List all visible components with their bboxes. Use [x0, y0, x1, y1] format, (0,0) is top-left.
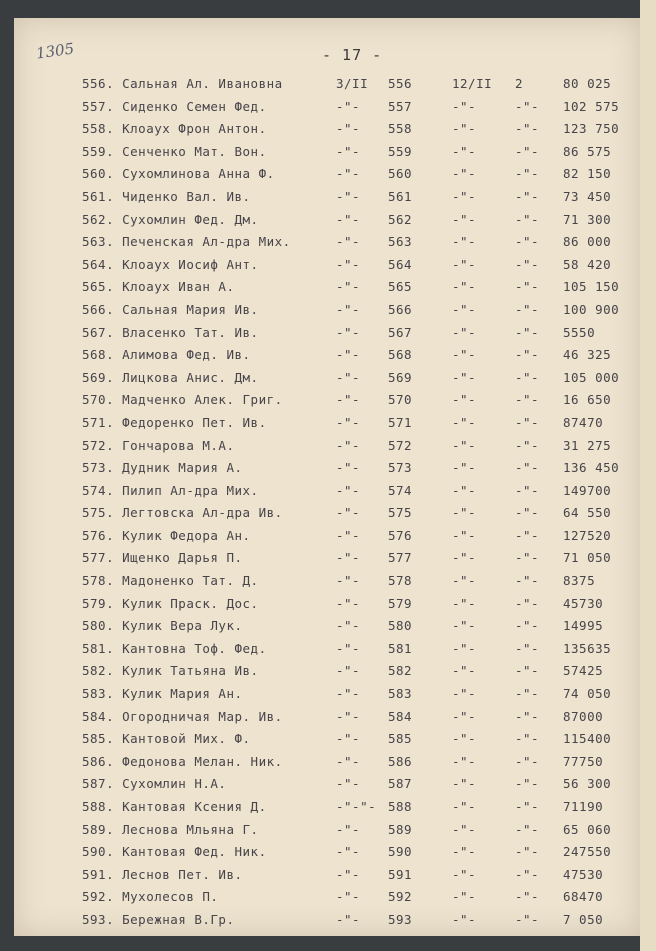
record-date-2: -"-	[452, 98, 477, 114]
record-date: -"-	[336, 844, 361, 860]
record-name: 592. Мухолесов П.	[82, 889, 219, 905]
record-name: 581. Кантовна Тоф. Фед.	[82, 640, 267, 656]
record-quantity: -"-	[515, 414, 540, 430]
record-date: 3/II	[336, 76, 369, 91]
record-date-2: -"-	[452, 121, 477, 137]
record-quantity: -"-	[515, 550, 540, 566]
table-row	[0, 257, 656, 280]
record-number: 570	[388, 392, 413, 408]
record-date-2: -"-	[452, 573, 477, 589]
record-sum: 136 450	[563, 460, 620, 476]
record-date: -"-"-	[336, 799, 377, 814]
record-date-2: -"-	[452, 211, 477, 227]
record-sum: 127520	[563, 527, 612, 543]
record-name: 591. Леснов Пет. Ив.	[82, 866, 243, 882]
table-row	[0, 731, 656, 754]
record-sum: 31 275	[563, 437, 612, 453]
record-date-2: -"-	[452, 188, 477, 204]
record-quantity: 2	[515, 76, 524, 91]
record-name: 579. Кулик Праск. Дос.	[82, 595, 259, 611]
record-name: 575. Легтовска Ал-дра Ив.	[82, 505, 283, 521]
record-date-2: -"-	[452, 821, 477, 837]
record-number: 558	[388, 121, 413, 137]
record-name: 584. Огородничая Мар. Ив.	[82, 708, 283, 724]
record-sum: 58 420	[563, 256, 612, 272]
record-date-2: -"-	[452, 347, 477, 363]
record-quantity: -"-	[515, 482, 540, 498]
record-date: -"-	[336, 234, 361, 250]
record-sum: 56 300	[563, 776, 612, 792]
record-sum: 64 550	[563, 505, 612, 521]
record-sum: 87470	[563, 414, 604, 430]
record-date-2: -"-	[452, 708, 477, 724]
record-number: 562	[388, 211, 413, 227]
records-table	[0, 76, 656, 935]
record-date: -"-	[336, 392, 361, 408]
record-quantity: -"-	[515, 708, 540, 724]
record-number: 587	[388, 776, 413, 792]
record-sum: 82 150	[563, 166, 612, 182]
record-date-2: -"-	[452, 166, 477, 182]
record-date-2: -"-	[452, 369, 477, 385]
record-date: -"-	[336, 640, 361, 656]
record-sum: 86 000	[563, 234, 612, 250]
record-date: -"-	[336, 347, 361, 363]
record-sum: 123 750	[563, 121, 620, 137]
record-sum: 68470	[563, 889, 604, 905]
record-date-2: -"-	[452, 392, 477, 408]
record-number: 576	[388, 527, 413, 543]
record-number: 565	[388, 279, 413, 295]
handwritten-corner-note: 1305	[34, 39, 76, 63]
record-number: 563	[388, 234, 413, 250]
record-name: 570. Мадченко Алек. Григ.	[82, 392, 283, 408]
record-date-2: -"-	[452, 640, 477, 656]
record-date-2: -"-	[452, 234, 477, 250]
record-date-2: -"-	[452, 618, 477, 634]
record-number: 561	[388, 188, 413, 204]
record-date: -"-	[336, 301, 361, 317]
table-row	[0, 889, 656, 912]
record-date: -"-	[336, 324, 361, 340]
record-date: -"-	[336, 143, 361, 159]
record-date: -"-	[336, 256, 361, 272]
record-name: 583. Кулик Мария Ан.	[82, 686, 243, 702]
record-date-2: -"-	[452, 753, 477, 769]
table-row	[0, 166, 656, 189]
record-name: 589. Леснова Мльяна Г.	[82, 821, 259, 837]
record-date-2: -"-	[452, 663, 477, 679]
record-number: 557	[388, 98, 413, 114]
table-row	[0, 279, 656, 302]
record-date: -"-	[336, 573, 361, 589]
record-sum: 102 575	[563, 98, 620, 114]
table-row	[0, 99, 656, 122]
record-quantity: -"-	[515, 256, 540, 272]
record-quantity: -"-	[515, 889, 540, 905]
record-name: 564. Клоаух Иосиф Ант.	[82, 256, 259, 272]
table-row	[0, 912, 656, 935]
record-date: -"-	[336, 166, 361, 182]
record-date-2: -"-	[452, 256, 477, 272]
record-quantity: -"-	[515, 776, 540, 792]
record-quantity: -"-	[515, 640, 540, 656]
record-number: 580	[388, 618, 413, 634]
table-row	[0, 641, 656, 664]
record-name: 582. Кулик Татьяна Ив.	[82, 663, 259, 679]
record-quantity: -"-	[515, 911, 540, 927]
record-number: 574	[388, 482, 413, 498]
record-date: -"-	[336, 618, 361, 634]
record-date-2: -"-	[452, 279, 477, 295]
table-row	[0, 76, 656, 99]
record-quantity: -"-	[515, 324, 540, 340]
record-sum: 71 050	[563, 550, 612, 566]
record-quantity: -"-	[515, 527, 540, 543]
table-row	[0, 776, 656, 799]
record-name: 561. Чиденко Вал. Ив.	[82, 188, 251, 204]
record-sum: 77750	[563, 753, 604, 769]
record-sum: 5550	[563, 324, 596, 340]
record-number: 559	[388, 143, 413, 159]
table-row	[0, 663, 656, 686]
table-row	[0, 325, 656, 348]
record-date: -"-	[336, 595, 361, 611]
record-number: 592	[388, 889, 413, 905]
record-sum: 105 150	[563, 279, 620, 295]
record-date-2: -"-	[452, 595, 477, 611]
record-name: 573. Дудник Мария А.	[82, 460, 243, 476]
table-row	[0, 844, 656, 867]
record-date-2: -"-	[452, 414, 477, 430]
record-name: 593. Бережная В.Гр.	[82, 911, 235, 927]
record-name: 559. Сенченко Мат. Вон.	[82, 143, 267, 159]
record-number: 585	[388, 731, 413, 747]
table-row	[0, 799, 656, 822]
record-sum: 105 000	[563, 369, 620, 385]
table-row	[0, 438, 656, 461]
record-number: 589	[388, 821, 413, 837]
record-date-2: -"-	[452, 482, 477, 498]
record-number: 571	[388, 414, 413, 430]
record-sum: 16 650	[563, 392, 612, 408]
record-number: 567	[388, 324, 413, 340]
record-date: -"-	[336, 98, 361, 114]
record-name: 572. Гончарова М.А.	[82, 437, 235, 453]
record-date: -"-	[336, 211, 361, 227]
record-quantity: -"-	[515, 731, 540, 747]
record-name: 590. Кантовая Фед. Ник.	[82, 844, 267, 860]
table-row	[0, 415, 656, 438]
record-date: -"-	[336, 866, 361, 882]
record-number: 569	[388, 369, 413, 385]
table-row	[0, 144, 656, 167]
table-row	[0, 686, 656, 709]
record-sum: 100 900	[563, 301, 620, 317]
record-quantity: -"-	[515, 301, 540, 317]
record-date: -"-	[336, 482, 361, 498]
record-date: -"-	[336, 369, 361, 385]
record-date-2: -"-	[452, 437, 477, 453]
record-name: 565. Клоаух Иван А.	[82, 279, 235, 295]
record-name: 578. Мадоненко Тат. Д.	[82, 573, 259, 589]
record-number: 566	[388, 301, 413, 317]
table-row	[0, 822, 656, 845]
record-sum: 87000	[563, 708, 604, 724]
record-number: 578	[388, 573, 413, 589]
record-name: 580. Кулик Вера Лук.	[82, 618, 243, 634]
record-quantity: -"-	[515, 347, 540, 363]
record-date-2: 12/II	[452, 76, 493, 91]
record-date-2: -"-	[452, 866, 477, 882]
record-sum: 71190	[563, 799, 604, 814]
record-date-2: -"-	[452, 776, 477, 792]
record-sum: 65 060	[563, 821, 612, 837]
record-sum: 8375	[563, 573, 596, 589]
record-quantity: -"-	[515, 166, 540, 182]
record-sum: 45730	[563, 595, 604, 611]
record-number: 581	[388, 640, 413, 656]
record-date-2: -"-	[452, 460, 477, 476]
record-number: 590	[388, 844, 413, 860]
record-name: 557. Сиденко Семен Фед.	[82, 98, 267, 114]
record-sum: 57425	[563, 663, 604, 679]
record-date-2: -"-	[452, 911, 477, 927]
record-number: 577	[388, 550, 413, 566]
record-date-2: -"-	[452, 889, 477, 905]
record-quantity: -"-	[515, 460, 540, 476]
record-date: -"-	[336, 527, 361, 543]
record-date-2: -"-	[452, 844, 477, 860]
record-number: 588	[388, 799, 413, 814]
record-date-2: -"-	[452, 799, 477, 814]
record-sum: 14995	[563, 618, 604, 634]
record-quantity: -"-	[515, 595, 540, 611]
record-quantity: -"-	[515, 663, 540, 679]
record-date: -"-	[336, 889, 361, 905]
record-date-2: -"-	[452, 143, 477, 159]
record-name: 585. Кантовой Мих. Ф.	[82, 731, 251, 747]
record-sum: 73 450	[563, 188, 612, 204]
record-date-2: -"-	[452, 527, 477, 543]
table-row	[0, 709, 656, 732]
record-name: 568. Алимова Фед. Ив.	[82, 347, 251, 363]
record-date: -"-	[336, 121, 361, 137]
record-date-2: -"-	[452, 686, 477, 702]
record-quantity: -"-	[515, 121, 540, 137]
record-sum: 135635	[563, 640, 612, 656]
record-date-2: -"-	[452, 301, 477, 317]
table-row	[0, 618, 656, 641]
record-number: 573	[388, 460, 413, 476]
record-date: -"-	[336, 188, 361, 204]
record-quantity: -"-	[515, 234, 540, 250]
record-quantity: -"-	[515, 799, 540, 814]
record-number: 582	[388, 663, 413, 679]
record-date-2: -"-	[452, 324, 477, 340]
record-name: 558. Клоаух Фрон Антон.	[82, 121, 267, 137]
record-quantity: -"-	[515, 437, 540, 453]
record-date: -"-	[336, 753, 361, 769]
record-date: -"-	[336, 776, 361, 792]
record-quantity: -"-	[515, 573, 540, 589]
record-number: 586	[388, 753, 413, 769]
record-sum: 7 050	[563, 911, 604, 927]
table-row	[0, 347, 656, 370]
record-name: 562. Сухомлин Фед. Дм.	[82, 211, 259, 227]
record-number: 579	[388, 595, 413, 611]
record-name: 588. Кантовая Ксения Д.	[82, 799, 267, 814]
record-date: -"-	[336, 708, 361, 724]
record-number: 575	[388, 505, 413, 521]
record-name: 566. Сальная Мария Ив.	[82, 301, 259, 317]
record-sum: 247550	[563, 844, 612, 860]
record-date: -"-	[336, 911, 361, 927]
record-number: 568	[388, 347, 413, 363]
record-sum: 46 325	[563, 347, 612, 363]
table-row	[0, 505, 656, 528]
record-number: 583	[388, 686, 413, 702]
record-quantity: -"-	[515, 279, 540, 295]
record-name: 586. Федонова Мелан. Ник.	[82, 753, 283, 769]
table-row	[0, 234, 656, 257]
record-quantity: -"-	[515, 505, 540, 521]
record-quantity: -"-	[515, 866, 540, 882]
record-quantity: -"-	[515, 618, 540, 634]
record-name: 574. Пилип Ал-дра Мих.	[82, 482, 259, 498]
record-quantity: -"-	[515, 392, 540, 408]
record-name: 567. Власенко Тат. Ив.	[82, 324, 259, 340]
record-name: 576. Кулик Федора Ан.	[82, 527, 251, 543]
record-sum: 149700	[563, 482, 612, 498]
record-number: 560	[388, 166, 413, 182]
record-sum: 80 025	[563, 76, 612, 91]
record-number: 584	[388, 708, 413, 724]
table-row	[0, 596, 656, 619]
table-row	[0, 483, 656, 506]
record-date: -"-	[336, 731, 361, 747]
record-date: -"-	[336, 821, 361, 837]
record-number: 593	[388, 911, 413, 927]
table-row	[0, 528, 656, 551]
record-quantity: -"-	[515, 686, 540, 702]
record-sum: 74 050	[563, 686, 612, 702]
table-row	[0, 573, 656, 596]
record-date: -"-	[336, 663, 361, 679]
record-quantity: -"-	[515, 98, 540, 114]
record-date-2: -"-	[452, 505, 477, 521]
record-date: -"-	[336, 686, 361, 702]
record-date: -"-	[336, 505, 361, 521]
table-row	[0, 302, 656, 325]
table-row	[0, 212, 656, 235]
record-date: -"-	[336, 550, 361, 566]
table-row	[0, 867, 656, 890]
record-sum: 86 575	[563, 143, 612, 159]
record-name: 569. Лицкова Анис. Дм.	[82, 369, 259, 385]
table-row	[0, 392, 656, 415]
table-row	[0, 189, 656, 212]
record-name: 577. Ищенко Дарья П.	[82, 550, 243, 566]
record-number: 591	[388, 866, 413, 882]
table-row	[0, 550, 656, 573]
table-row	[0, 370, 656, 393]
record-quantity: -"-	[515, 188, 540, 204]
record-quantity: -"-	[515, 844, 540, 860]
record-name: 571. Федоренко Пет. Ив.	[82, 414, 267, 430]
record-date: -"-	[336, 437, 361, 453]
record-quantity: -"-	[515, 211, 540, 227]
record-date-2: -"-	[452, 550, 477, 566]
page-number: - 17 -	[322, 46, 383, 64]
record-name: 560. Сухомлинова Анна Ф.	[82, 166, 275, 182]
table-row	[0, 754, 656, 777]
record-name: 587. Сухомлин Н.А.	[82, 776, 227, 792]
record-number: 556	[388, 76, 413, 91]
record-quantity: -"-	[515, 753, 540, 769]
table-row	[0, 121, 656, 144]
table-row	[0, 460, 656, 483]
record-name: 563. Печенская Ал-дра Мих.	[82, 234, 291, 250]
record-date: -"-	[336, 460, 361, 476]
record-quantity: -"-	[515, 369, 540, 385]
record-sum: 115400	[563, 731, 612, 747]
record-sum: 71 300	[563, 211, 612, 227]
record-date: -"-	[336, 279, 361, 295]
record-number: 564	[388, 256, 413, 272]
record-date-2: -"-	[452, 731, 477, 747]
record-date: -"-	[336, 414, 361, 430]
record-name: 556. Сальная Ал. Ивановна	[82, 76, 283, 91]
record-quantity: -"-	[515, 143, 540, 159]
record-quantity: -"-	[515, 821, 540, 837]
record-sum: 47530	[563, 866, 604, 882]
record-number: 572	[388, 437, 413, 453]
